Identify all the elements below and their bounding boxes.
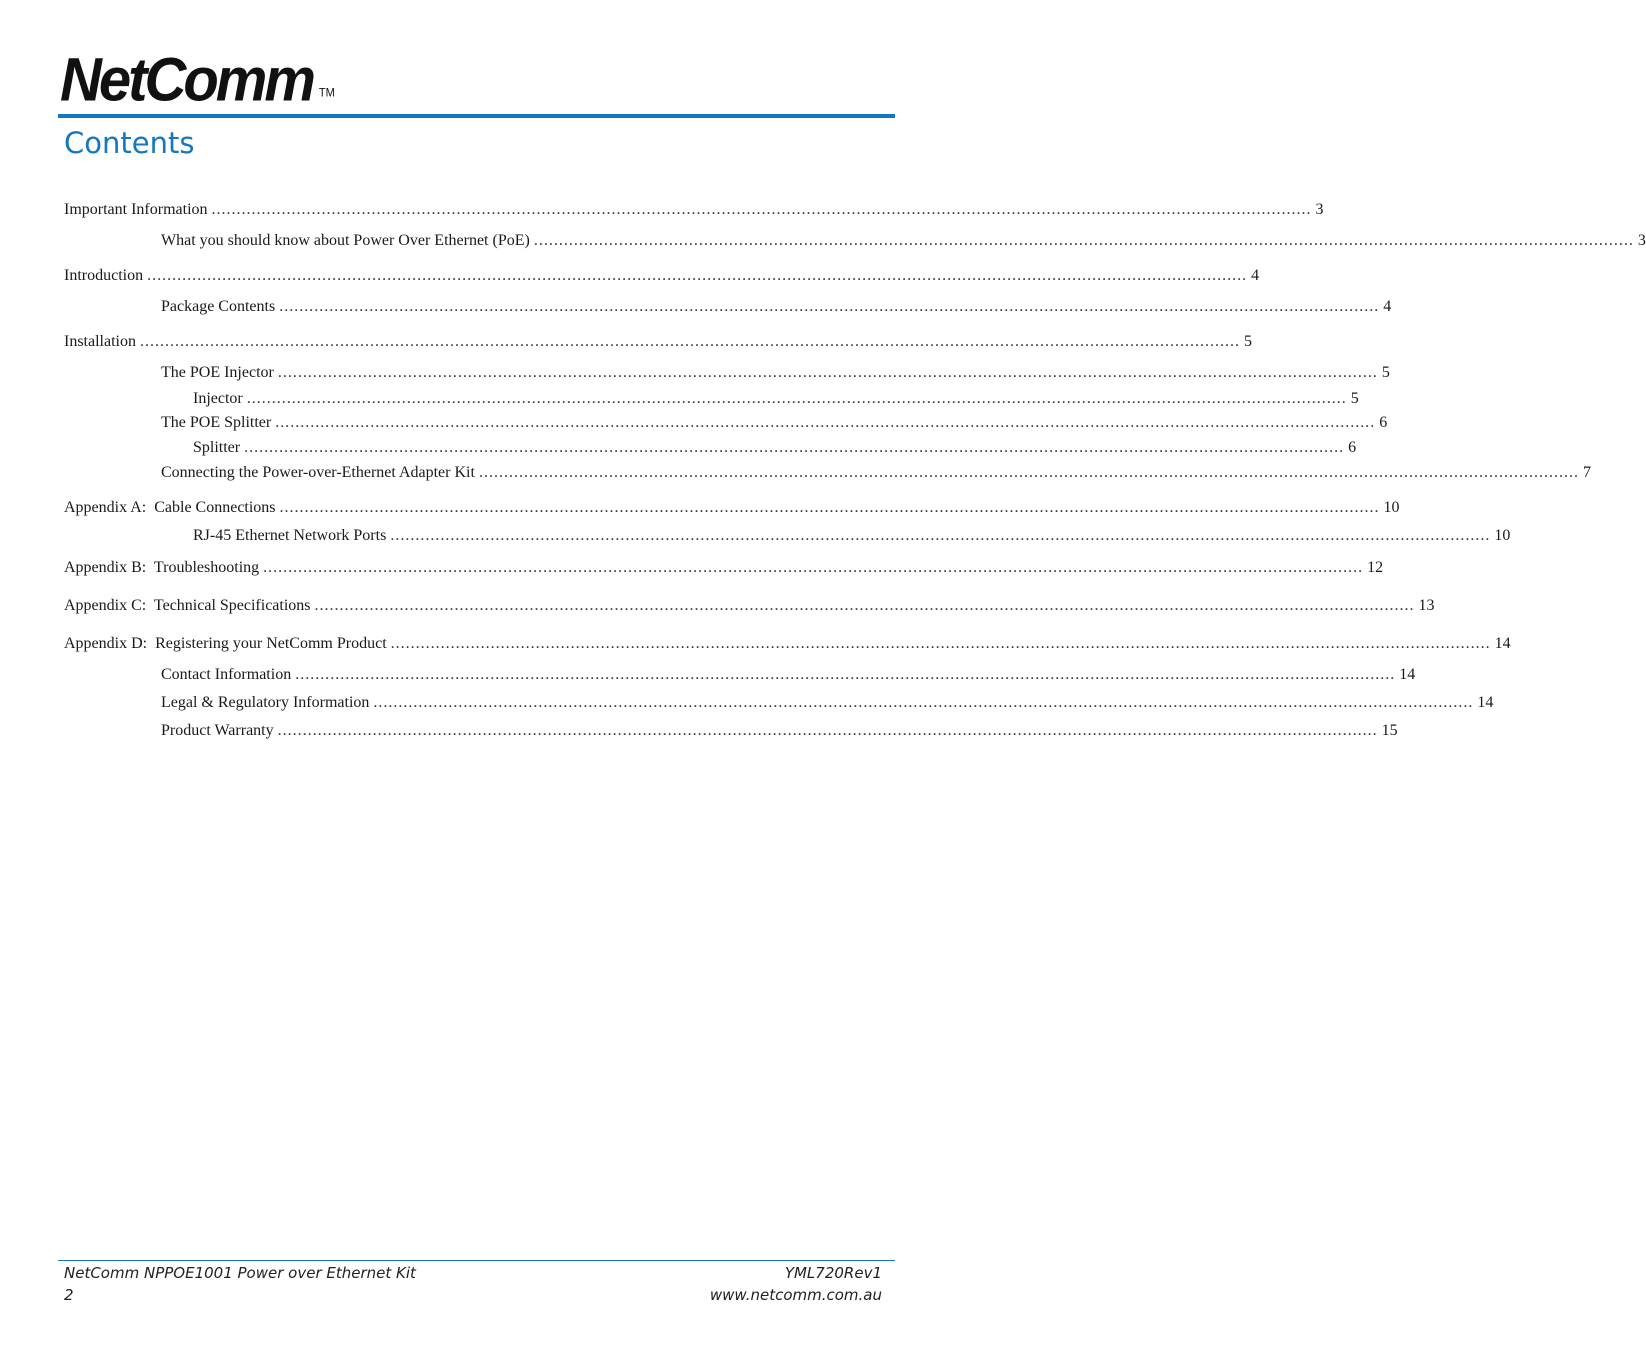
toc-leader: ............................................................................................................................................................................................................................ [373,694,1474,711]
toc-entry-label: RJ-45 Ethernet Network Ports [193,527,387,544]
toc-entry-introduction[interactable] [64,266,1260,286]
toc-leader: ............................................................................................................................................................................................................................ [246,390,1347,407]
toc-entry-label: Contact Information [161,666,292,683]
toc-entry-poe-splitter[interactable] [161,413,1388,433]
toc-leader: ............................................................................................................................................................................................................................ [139,333,1240,350]
toc-entry-contact-information[interactable] [161,665,1416,685]
toc-leader: ............................................................................................................................................................................................................................ [147,267,1248,284]
toc-entry-connecting-kit[interactable] [161,463,1591,483]
toc-leader: ............................................................................................................................................................................................................................ [277,364,1378,381]
toc-entry-label: Appendix D: Registering your NetComm Product [64,635,387,652]
toc-entry-page: 5 [1381,364,1390,381]
toc-entry-page: 5 [1243,333,1252,350]
toc-entry-rj45-ports[interactable] [193,526,1511,546]
toc-entry-label: What you should know about Power Over Ethernet (PoE) [161,232,530,249]
toc-leader: ............................................................................................................................................................................................................................ [533,232,1634,249]
footer-product: NetComm NPPOE1001 Power over Ethernet Kit [64,1264,416,1282]
footer-doc-code: YML720Rev1 [784,1264,882,1282]
toc-entry-page: 4 [1251,267,1260,284]
toc-entry-legal-regulatory[interactable] [161,693,1494,713]
toc-entry-page: 12 [1367,559,1384,576]
toc-entry-page: 10 [1383,499,1400,516]
toc-entry-installation[interactable] [64,332,1252,352]
toc-entry-page: 6 [1379,414,1388,431]
toc-entry-appendix-c[interactable] [64,596,1435,616]
toc-entry-label: Legal & Regulatory Information [161,694,370,711]
toc-entry-page: 14 [1477,694,1494,711]
toc-entry-product-warranty[interactable] [161,721,1398,741]
toc-leader: ............................................................................................................................................................................................................................ [244,439,1345,456]
toc-entry-page: 6 [1348,439,1357,456]
toc-entry-label: Important Information [64,201,208,218]
footer-left [64,1262,416,1306]
toc-leader: ............................................................................................................................................................................................................................ [211,201,1312,218]
toc-entry-appendix-d[interactable] [64,634,1511,654]
toc-entry-label: Splitter [193,439,241,456]
toc-leader: ............................................................................................................................................................................................................................ [275,414,1376,431]
toc-entry-injector[interactable] [193,389,1359,409]
toc-entry-appendix-a[interactable] [64,498,1400,518]
footer-website[interactable]: www.netcomm.com.au [709,1286,882,1304]
toc-entry-splitter[interactable] [193,438,1357,458]
toc-entry-label: Product Warranty [161,722,274,739]
toc-entry-label: The POE Splitter [161,414,272,431]
toc-leader: ............................................................................................................................................................................................................................ [390,635,1491,652]
toc-entry-poe-info[interactable] [161,231,1646,251]
toc-entry-label: Appendix C: Technical Specifications [64,597,311,614]
toc-entry-page: 10 [1494,527,1511,544]
toc-entry-label: Installation [64,333,136,350]
toc-entry-label: Appendix A: Cable Connections [64,499,276,516]
page-title: Contents [64,126,195,160]
toc-entry-label: Connecting the Power-over-Ethernet Adapter Kit [161,464,475,481]
footer-rule [58,1260,895,1261]
toc-leader: ............................................................................................................................................................................................................................ [279,499,1380,516]
toc-entry-appendix-b[interactable] [64,558,1384,578]
toc-leader: ............................................................................................................................................................................................................................ [279,298,1380,315]
toc-leader: ............................................................................................................................................................................................................................ [277,722,1378,739]
toc-entry-label: The POE Injector [161,364,274,381]
logo-trademark: TM [318,86,335,100]
toc-entry-poe-injector[interactable] [161,363,1390,383]
toc-entry-label: Appendix B: Troubleshooting [64,559,260,576]
toc-leader: ............................................................................................................................................................................................................................ [478,464,1579,481]
toc-entry-page: 13 [1418,597,1435,614]
toc-entry-label: Package Contents [161,298,276,315]
toc-entry-page: 3 [1637,232,1646,249]
toc-entry-page: 7 [1582,464,1591,481]
toc-entry-important-information[interactable] [64,200,1324,220]
toc-leader: ............................................................................................................................................................................................................................ [390,527,1491,544]
toc-entry-page: 15 [1381,722,1398,739]
toc-entry-page: 14 [1494,635,1511,652]
toc-entry-package-contents[interactable] [161,297,1392,317]
toc-leader: ............................................................................................................................................................................................................................ [295,666,1396,683]
toc-entry-page: 3 [1315,201,1324,218]
toc-leader: ............................................................................................................................................................................................................................ [314,597,1415,614]
toc-entry-page: 5 [1350,390,1359,407]
footer-page-number: 2 [64,1286,74,1304]
toc-entry-page: 14 [1399,666,1416,683]
toc-entry-page: 4 [1383,298,1392,315]
footer-right [710,1262,882,1306]
toc-leader: ............................................................................................................................................................................................................................ [263,559,1364,576]
toc-entry-label: Introduction [64,267,144,284]
toc-entry-label: Injector [193,390,243,407]
logo-text: NetComm [60,45,313,115]
